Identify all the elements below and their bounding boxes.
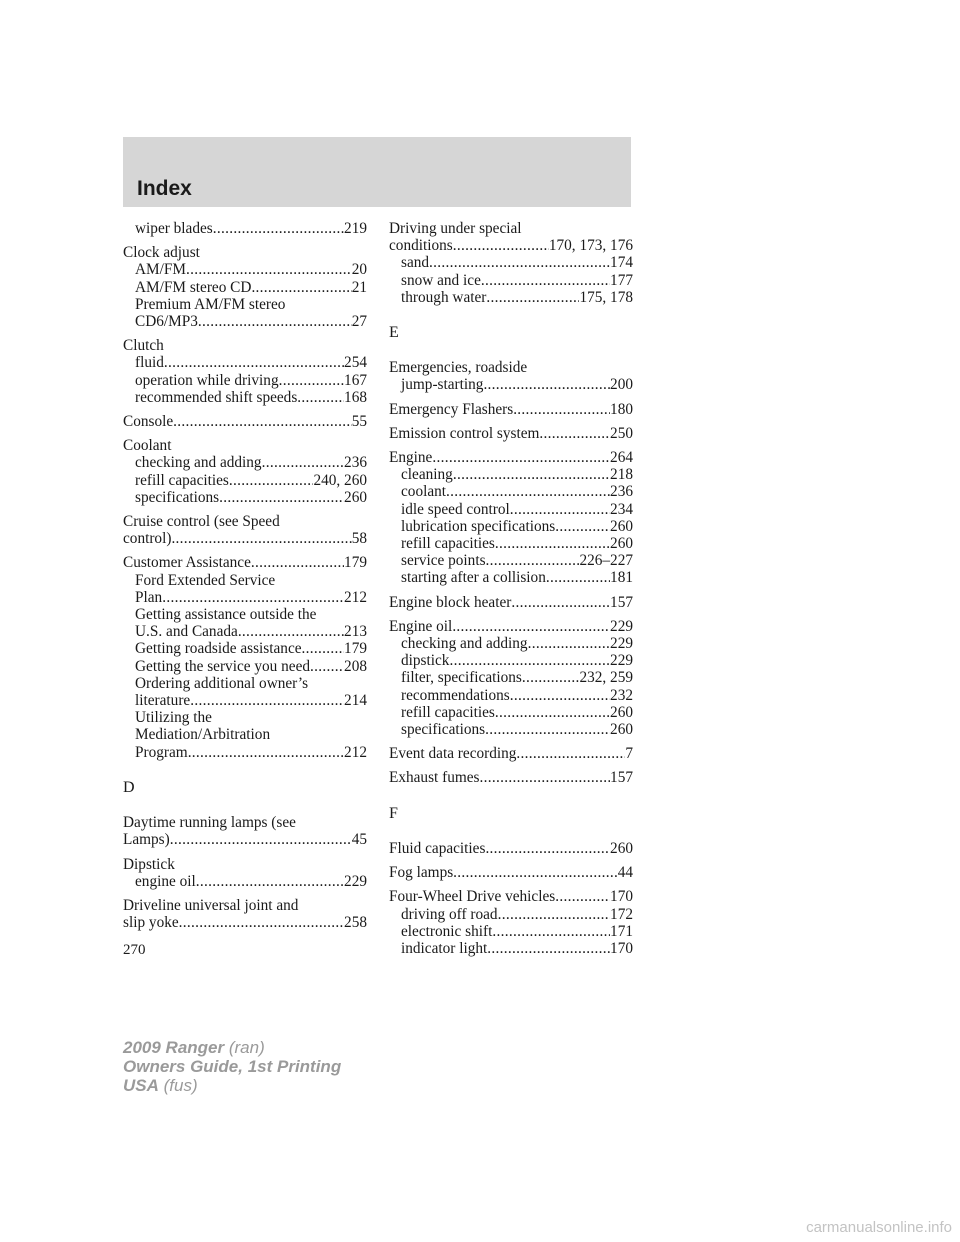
index-text: Ordering additional owner’s — [135, 674, 309, 692]
page-reference: 260 — [610, 839, 633, 857]
dot-leader — [528, 635, 610, 652]
dot-leader — [492, 923, 610, 940]
dot-leader — [495, 535, 610, 552]
dot-leader — [486, 289, 579, 306]
index-entry — [389, 618, 633, 738]
index-subentry — [389, 518, 633, 535]
index-subentry — [123, 489, 367, 506]
index-text: dipstick — [401, 652, 450, 670]
page-reference: 236 — [610, 483, 633, 501]
dot-leader — [186, 261, 352, 278]
section-letter: E — [389, 324, 399, 342]
page-reference: 170 — [610, 888, 633, 906]
index-term — [389, 237, 633, 254]
dot-leader — [251, 554, 344, 571]
index-entry — [123, 413, 367, 430]
page-reference: 260 — [610, 517, 633, 535]
dot-leader — [170, 831, 352, 848]
dot-leader — [179, 914, 344, 931]
index-subentry — [123, 623, 367, 640]
index-term — [123, 814, 367, 831]
page-reference: 181 — [610, 569, 633, 587]
index-text: Emission control system — [389, 424, 540, 442]
page-reference: 260 — [610, 703, 633, 721]
index-entry — [123, 220, 367, 237]
index-subentry — [123, 354, 367, 371]
index-term — [123, 831, 367, 848]
page-reference: 212 — [344, 743, 367, 761]
footer-model: 2009 Ranger — [123, 1038, 225, 1057]
page-reference: 21 — [351, 278, 367, 296]
index-term — [389, 425, 633, 442]
index-text: Clutch — [123, 337, 164, 355]
index-text: recommendations — [401, 686, 510, 704]
section-letter: D — [123, 778, 135, 796]
index-text: Exhaust fumes — [389, 769, 480, 787]
index-subentry — [389, 501, 633, 518]
index-entry — [389, 840, 633, 857]
index-term — [389, 888, 633, 905]
dot-leader — [262, 454, 344, 471]
dot-leader — [546, 569, 610, 586]
index-subentry — [389, 940, 633, 957]
index-term — [389, 594, 633, 611]
index-text: Plan — [135, 588, 163, 606]
index-term — [123, 437, 367, 454]
index-entry — [389, 401, 633, 418]
dot-leader — [487, 940, 610, 957]
index-text: idle speed control — [401, 500, 510, 518]
index-term — [389, 449, 633, 466]
index-text: fluid — [135, 354, 164, 372]
index-text: AM/FM stereo CD — [135, 278, 252, 296]
index-text: Emergencies, roadside — [389, 359, 528, 377]
index-entry — [389, 864, 633, 881]
page-reference: 27 — [351, 313, 367, 331]
index-text: slip yoke — [123, 914, 179, 932]
index-entry — [389, 888, 633, 957]
index-term — [123, 856, 367, 873]
dot-leader — [279, 372, 344, 389]
page-title: Index — [137, 177, 192, 200]
page-reference: 208 — [344, 657, 367, 675]
index-term — [123, 413, 367, 430]
page-reference: 170, 173, 176 — [548, 237, 633, 255]
dot-leader — [453, 864, 618, 881]
index-text: specifications — [401, 721, 486, 739]
dot-leader — [510, 501, 610, 518]
index-entry — [389, 449, 633, 587]
index-subentry — [123, 296, 367, 313]
dot-leader — [449, 652, 610, 669]
index-text: Driveline universal joint and — [123, 896, 299, 914]
index-text: Engine — [389, 449, 433, 467]
dot-leader — [238, 623, 344, 640]
dot-leader — [251, 279, 351, 296]
page-number: 270 — [123, 942, 146, 958]
index-text: Engine block heater — [389, 593, 512, 611]
index-text: Daytime running lamps (see — [123, 814, 296, 832]
index-entry — [389, 769, 633, 786]
page-reference: 212 — [344, 588, 367, 606]
dot-leader — [229, 472, 314, 489]
index-subentry — [123, 589, 367, 606]
page-reference: 175, 178 — [579, 288, 633, 306]
index-text: snow and ice — [401, 271, 481, 289]
index-subentry — [123, 220, 367, 237]
index-subentry — [389, 635, 633, 652]
dot-leader — [171, 530, 351, 547]
index-subentry — [123, 606, 367, 623]
dot-leader — [429, 254, 610, 271]
page-reference: 260 — [610, 535, 633, 553]
page-reference: 157 — [610, 769, 633, 787]
page-reference: 174 — [610, 254, 633, 272]
page-reference: 177 — [610, 271, 633, 289]
index-subentry — [123, 572, 367, 589]
index-text: checking and adding — [401, 635, 528, 653]
header-band — [123, 137, 631, 207]
index-text: AM/FM — [135, 261, 187, 279]
page-reference: 55 — [351, 413, 367, 431]
index-text: checking and adding — [135, 454, 262, 472]
index-entry — [389, 359, 633, 393]
page-reference: 214 — [344, 692, 367, 710]
index-text: refill capacities — [135, 471, 229, 489]
index-text: operation while driving — [135, 371, 279, 389]
index-term — [389, 840, 633, 857]
dot-leader — [483, 376, 610, 393]
index-subentry — [123, 472, 367, 489]
page-reference: 157 — [610, 593, 633, 611]
dot-leader — [213, 220, 344, 237]
index-entry — [123, 244, 367, 330]
page-reference: 229 — [344, 872, 367, 890]
dot-leader — [539, 425, 610, 442]
index-term — [389, 769, 633, 786]
index-text: Emergency Flashers — [389, 400, 514, 418]
index-text: driving off road — [401, 905, 498, 923]
dot-leader — [297, 389, 344, 406]
dot-leader — [173, 413, 352, 430]
watermark: carmanualsonline.info — [806, 1219, 952, 1236]
index-entry — [123, 856, 367, 890]
index-text: Event data recording — [389, 745, 517, 763]
page-reference: 229 — [610, 652, 633, 670]
index-subentry — [389, 923, 633, 940]
page-reference: 250 — [610, 424, 633, 442]
index-text: Program — [135, 743, 188, 761]
index-subentry — [389, 569, 633, 586]
index-text: indicator light — [401, 939, 488, 957]
dot-leader — [481, 272, 610, 289]
dot-leader — [446, 483, 610, 500]
page-reference: 7 — [625, 745, 633, 763]
index-text: Clock adjust — [123, 244, 200, 262]
index-text: Dipstick — [123, 855, 175, 873]
page-reference: 168 — [344, 388, 367, 406]
index-subentry — [123, 726, 367, 743]
dot-leader — [480, 769, 611, 786]
page-reference: 180 — [610, 400, 633, 418]
index-term — [123, 530, 367, 547]
index-text: U.S. and Canada — [135, 623, 238, 641]
index-subentry — [389, 466, 633, 483]
dot-leader — [511, 594, 610, 611]
page-reference: 172 — [610, 905, 633, 923]
index-term — [123, 914, 367, 931]
index-subentry — [389, 687, 633, 704]
index-subentry — [123, 279, 367, 296]
index-text: Getting assistance outside the — [135, 606, 317, 624]
page-reference: 229 — [610, 617, 633, 635]
dot-leader — [453, 237, 549, 254]
page-reference: 254 — [344, 354, 367, 372]
dot-leader — [513, 401, 610, 418]
index-text: Console — [123, 413, 174, 431]
page-reference: 236 — [344, 454, 367, 472]
index-text: starting after a collision — [401, 569, 546, 587]
page-reference: 234 — [610, 500, 633, 518]
index-text: refill capacities — [401, 535, 495, 553]
page-reference: 232 — [610, 686, 633, 704]
page-reference: 219 — [344, 220, 367, 237]
index-entry — [389, 745, 633, 762]
page-reference: 264 — [610, 449, 633, 467]
index-entry — [123, 337, 367, 406]
index-subentry — [123, 389, 367, 406]
index-entry — [123, 814, 367, 848]
index-text: Getting the service you need — [135, 657, 311, 675]
page-reference: 226–227 — [579, 552, 633, 570]
index-text: electronic shift — [401, 922, 493, 940]
index-subentry — [123, 372, 367, 389]
page-reference: 218 — [610, 466, 633, 484]
index-subentry — [123, 658, 367, 675]
page-reference: 258 — [344, 914, 367, 932]
index-subentry — [123, 873, 367, 890]
index-subentry — [123, 692, 367, 709]
dot-leader — [522, 669, 580, 686]
dot-leader — [453, 466, 610, 483]
index-entry — [123, 897, 367, 931]
index-term — [389, 401, 633, 418]
dot-leader — [196, 873, 344, 890]
index-subentry — [389, 535, 633, 552]
dot-leader — [495, 704, 610, 721]
index-term — [389, 864, 633, 881]
index-text: Ford Extended Service — [135, 571, 276, 589]
index-term — [123, 244, 367, 261]
index-subentry — [389, 721, 633, 738]
index-text: refill capacities — [401, 703, 495, 721]
page-reference: 260 — [344, 488, 367, 506]
index-subentry — [389, 552, 633, 569]
index-subentry — [123, 744, 367, 761]
index-term — [389, 359, 633, 376]
index-text: Cruise control (see Speed — [123, 513, 280, 531]
page-reference: 179 — [344, 554, 367, 572]
index-text: recommended shift speeds — [135, 388, 298, 406]
index-text: filter, specifications — [401, 669, 522, 687]
index-subentry — [123, 454, 367, 471]
index-subentry — [123, 261, 367, 278]
index-text: Lamps) — [123, 831, 170, 849]
index-term — [389, 745, 633, 762]
page-reference: 200 — [610, 376, 633, 394]
index-subentry — [389, 704, 633, 721]
index-subentry — [123, 675, 367, 692]
dot-leader — [498, 906, 610, 923]
index-entry — [389, 425, 633, 442]
index-entry — [123, 554, 367, 760]
index-subentry — [389, 254, 633, 271]
dot-leader — [555, 518, 610, 535]
page-reference: 229 — [610, 635, 633, 653]
index-text: Mediation/Arbitration — [135, 726, 271, 744]
dot-leader — [190, 692, 344, 709]
index-entry — [123, 437, 367, 506]
index-column-left — [123, 220, 367, 938]
index-entry — [389, 594, 633, 611]
index-text: Fog lamps — [389, 864, 454, 882]
dot-leader — [198, 313, 352, 330]
index-text: Engine oil — [389, 617, 453, 635]
index-text: Premium AM/FM stereo — [135, 295, 286, 313]
index-text: service points — [401, 552, 486, 570]
index-text: specifications — [135, 488, 220, 506]
page-reference: 240, 260 — [313, 471, 367, 489]
page-reference: 232, 259 — [579, 669, 633, 687]
index-subentry — [389, 906, 633, 923]
index-subentry — [389, 289, 633, 306]
dot-leader — [510, 687, 610, 704]
footer-market: USA — [123, 1076, 159, 1095]
index-text: CD6/MP3 — [135, 313, 198, 331]
footer-model-code: (ran) — [224, 1038, 265, 1057]
section-letter: F — [389, 804, 398, 822]
page-reference: 58 — [351, 530, 367, 548]
index-subentry — [389, 483, 633, 500]
index-term — [389, 618, 633, 635]
dot-leader — [516, 745, 625, 762]
dot-leader — [302, 640, 345, 657]
index-term — [123, 897, 367, 914]
index-text: engine oil — [135, 872, 196, 890]
index-text: Customer Assistance — [123, 554, 251, 572]
dot-leader — [485, 721, 610, 738]
dot-leader — [164, 354, 344, 371]
dot-leader — [310, 658, 344, 675]
index-entry — [389, 220, 633, 306]
footer-edition: Owners Guide, 1st Printing — [123, 1057, 342, 1076]
dot-leader — [452, 618, 610, 635]
index-subentry — [123, 709, 367, 726]
dot-leader — [485, 840, 610, 857]
dot-leader — [219, 489, 344, 506]
footer-imprint — [123, 1038, 341, 1095]
page-reference: 167 — [344, 371, 367, 389]
index-term — [123, 337, 367, 354]
index-column-right — [389, 220, 633, 964]
index-term — [389, 220, 633, 237]
index-text: jump-starting — [401, 376, 484, 394]
index-text: control) — [123, 530, 172, 548]
index-subentry — [389, 272, 633, 289]
page-reference: 20 — [351, 261, 367, 279]
dot-leader — [432, 449, 610, 466]
index-text: Driving under special — [389, 220, 522, 237]
index-text: coolant — [401, 483, 447, 501]
index-subentry — [389, 652, 633, 669]
index-text: Fluid capacities — [389, 839, 486, 857]
index-subentry — [123, 640, 367, 657]
index-text: Four-Wheel Drive vehicles — [389, 888, 556, 906]
index-text: sand — [401, 254, 430, 272]
page-reference: 171 — [610, 922, 633, 940]
dot-leader — [162, 589, 344, 606]
index-text: through water — [401, 288, 487, 306]
index-subentry — [389, 669, 633, 686]
index-subentry — [389, 376, 633, 393]
index-text: conditions — [389, 237, 453, 255]
page-reference: 179 — [344, 640, 367, 658]
index-term — [123, 513, 367, 530]
page-reference: 170 — [610, 939, 633, 957]
index-text: literature — [135, 692, 191, 710]
page-reference: 45 — [351, 831, 367, 849]
footer-market-code: (fus) — [158, 1076, 198, 1095]
index-term — [123, 554, 367, 571]
index-text: Getting roadside assistance — [135, 640, 302, 658]
dot-leader — [188, 744, 344, 761]
index-text: Utilizing the — [135, 709, 212, 727]
index-entry — [123, 513, 367, 547]
index-text: lubrication specifications — [401, 517, 556, 535]
page-reference: 213 — [344, 623, 367, 641]
dot-leader — [486, 552, 580, 569]
index-subentry — [123, 313, 367, 330]
index-text: wiper blades — [135, 220, 213, 237]
page-reference: 44 — [617, 864, 633, 882]
page-reference: 260 — [610, 721, 633, 739]
index-text: cleaning — [401, 466, 453, 484]
dot-leader — [555, 888, 610, 905]
index-text: Coolant — [123, 437, 172, 455]
